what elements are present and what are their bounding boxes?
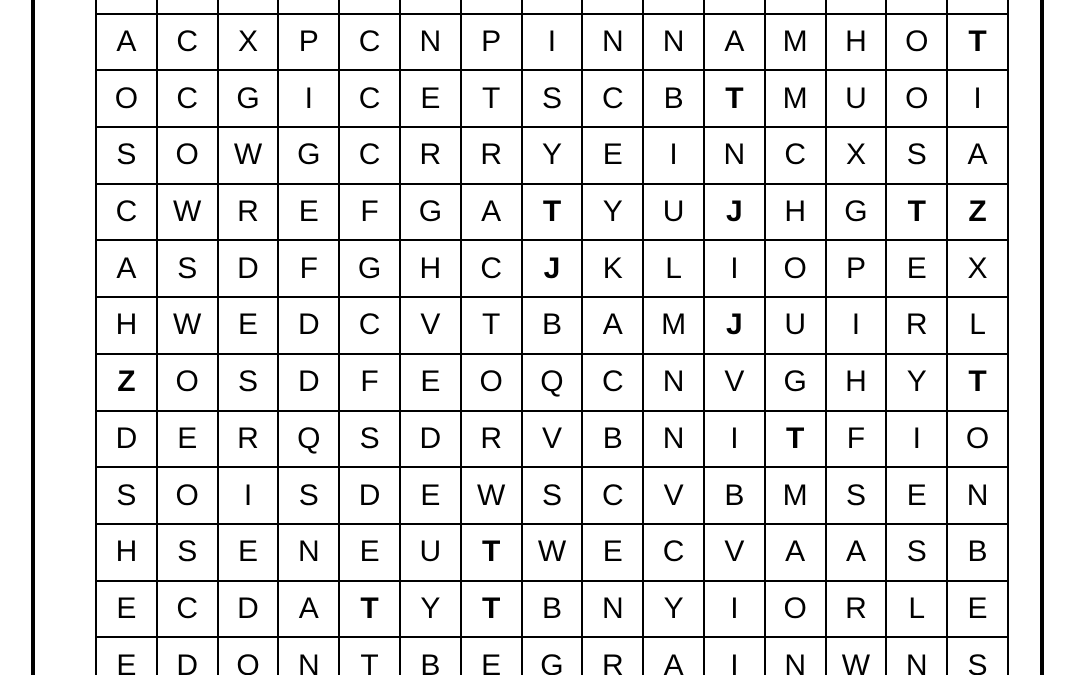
grid-cell: T: [704, 70, 765, 127]
grid-cell: M: [643, 297, 704, 354]
grid-cell: E: [886, 467, 947, 524]
grid-cell: P: [461, 14, 522, 71]
grid-cell: O: [765, 240, 826, 297]
grid-cell: I: [704, 637, 765, 675]
grid-cell: E: [218, 297, 279, 354]
grid-cell: [218, 0, 279, 14]
grid-cell: S: [157, 240, 218, 297]
grid-cell: A: [582, 297, 643, 354]
grid-cell: D: [157, 637, 218, 675]
grid-cell: I: [278, 70, 339, 127]
grid-cell: C: [157, 70, 218, 127]
grid-cell: U: [765, 297, 826, 354]
grid-cell: S: [157, 524, 218, 581]
grid-cell: M: [765, 70, 826, 127]
grid-cell: O: [886, 14, 947, 71]
grid-cell: I: [704, 411, 765, 468]
grid-cell: O: [157, 354, 218, 411]
grid-cell: P: [278, 14, 339, 71]
grid-cell: Z: [96, 354, 157, 411]
grid-cell: [96, 0, 157, 14]
grid-cell: J: [522, 240, 583, 297]
grid-cell: M: [765, 467, 826, 524]
grid-cell: E: [400, 467, 461, 524]
grid-cell: [339, 0, 400, 14]
grid-cell: Q: [522, 354, 583, 411]
grid-cell: G: [826, 184, 887, 241]
grid-cell: C: [643, 524, 704, 581]
grid-cell: S: [522, 467, 583, 524]
grid-cell: C: [96, 184, 157, 241]
grid-cell: X: [826, 127, 887, 184]
page-border-right: [1040, 0, 1044, 675]
grid-cell: O: [765, 581, 826, 638]
grid-cell: C: [461, 240, 522, 297]
grid-cell: W: [461, 467, 522, 524]
grid-cell: O: [947, 411, 1008, 468]
grid-cell: E: [886, 240, 947, 297]
grid-cell: S: [522, 70, 583, 127]
grid-cell: H: [826, 354, 887, 411]
grid-cell: [400, 0, 461, 14]
grid-cell: T: [339, 581, 400, 638]
grid-cell: D: [278, 297, 339, 354]
grid-cell: H: [826, 14, 887, 71]
grid-cell: T: [947, 354, 1008, 411]
grid-cell: E: [461, 637, 522, 675]
grid-cell: S: [826, 467, 887, 524]
grid-cell: T: [461, 70, 522, 127]
grid-cell: C: [339, 127, 400, 184]
grid-cell: [522, 0, 583, 14]
grid-cell: N: [886, 637, 947, 675]
grid-cell: E: [96, 581, 157, 638]
grid-cell: Y: [522, 127, 583, 184]
grid-cell: T: [461, 524, 522, 581]
grid-cell: E: [582, 524, 643, 581]
grid-cell: N: [400, 14, 461, 71]
grid-cell: S: [886, 127, 947, 184]
grid-cell: D: [278, 354, 339, 411]
grid-cell: C: [582, 354, 643, 411]
grid-cell: S: [339, 411, 400, 468]
grid-cell: F: [826, 411, 887, 468]
grid-cell: A: [96, 240, 157, 297]
grid-cell: R: [826, 581, 887, 638]
grid-cell: S: [218, 354, 279, 411]
grid-cell: W: [826, 637, 887, 675]
grid-cell: T: [765, 411, 826, 468]
grid-cell: [461, 0, 522, 14]
grid-cell: A: [704, 14, 765, 71]
grid-cell: I: [886, 411, 947, 468]
grid-cell: T: [461, 297, 522, 354]
grid-cell: E: [947, 581, 1008, 638]
grid-cell: N: [582, 581, 643, 638]
grid-cell: E: [278, 184, 339, 241]
grid-cell: V: [704, 524, 765, 581]
grid-cell: Y: [582, 184, 643, 241]
grid-cell: W: [218, 127, 279, 184]
grid-cell: B: [400, 637, 461, 675]
grid-cell: V: [400, 297, 461, 354]
grid-cell: B: [522, 581, 583, 638]
grid-cell: O: [886, 70, 947, 127]
grid-cell: N: [278, 637, 339, 675]
grid-cell: L: [886, 581, 947, 638]
grid-cell: I: [218, 467, 279, 524]
grid-cell: V: [643, 467, 704, 524]
grid-cell: E: [400, 354, 461, 411]
grid-cell: G: [765, 354, 826, 411]
grid-cell: D: [96, 411, 157, 468]
grid-cell: W: [157, 184, 218, 241]
grid-cell: A: [947, 127, 1008, 184]
grid-cell: S: [278, 467, 339, 524]
grid-cell: A: [765, 524, 826, 581]
grid-cell: C: [582, 467, 643, 524]
grid-cell: [704, 0, 765, 14]
grid-cell: G: [522, 637, 583, 675]
grid-cell: R: [400, 127, 461, 184]
grid-cell: S: [96, 127, 157, 184]
grid-cell: V: [522, 411, 583, 468]
grid-cell: I: [826, 297, 887, 354]
grid-cell: A: [278, 581, 339, 638]
grid-cell: [947, 0, 1008, 14]
grid-cell: B: [582, 411, 643, 468]
grid-cell: [582, 0, 643, 14]
grid-cell: [765, 0, 826, 14]
grid-cell: E: [339, 524, 400, 581]
grid-cell: O: [157, 467, 218, 524]
grid-cell: N: [278, 524, 339, 581]
grid-cell: S: [96, 467, 157, 524]
grid-cell: [886, 0, 947, 14]
grid-cell: X: [947, 240, 1008, 297]
grid-cell: U: [400, 524, 461, 581]
grid-cell: A: [643, 637, 704, 675]
grid-cell: P: [826, 240, 887, 297]
grid-cell: C: [339, 297, 400, 354]
grid-cell: Q: [278, 411, 339, 468]
grid-cell: H: [400, 240, 461, 297]
grid-cell: N: [704, 127, 765, 184]
grid-cell: W: [522, 524, 583, 581]
grid-cell: I: [704, 240, 765, 297]
grid-cell: G: [218, 70, 279, 127]
grid-cell: N: [643, 14, 704, 71]
grid-cell: F: [278, 240, 339, 297]
grid-cell: M: [765, 14, 826, 71]
grid-cell: N: [582, 14, 643, 71]
grid-cell: O: [218, 637, 279, 675]
grid-cell: B: [643, 70, 704, 127]
grid-cell: N: [643, 354, 704, 411]
grid-cell: I: [643, 127, 704, 184]
grid-cell: I: [522, 14, 583, 71]
grid-cell: E: [96, 637, 157, 675]
grid-cell: I: [704, 581, 765, 638]
grid-cell: T: [461, 581, 522, 638]
grid-cell: G: [278, 127, 339, 184]
grid-cell: [278, 0, 339, 14]
grid-cell: E: [218, 524, 279, 581]
grid-cell: O: [157, 127, 218, 184]
grid-cell: L: [947, 297, 1008, 354]
grid-cell: D: [339, 467, 400, 524]
grid-cell: C: [765, 127, 826, 184]
grid-cell: R: [886, 297, 947, 354]
grid-cell: [643, 0, 704, 14]
grid-cell: [826, 0, 887, 14]
grid-cell: E: [582, 127, 643, 184]
grid-cell: B: [704, 467, 765, 524]
grid-cell: G: [339, 240, 400, 297]
grid-cell: C: [582, 70, 643, 127]
grid-cell: B: [522, 297, 583, 354]
grid-cell: L: [643, 240, 704, 297]
grid-cell: R: [218, 184, 279, 241]
grid-cell: G: [400, 184, 461, 241]
grid-cell: H: [765, 184, 826, 241]
grid-cell: D: [218, 581, 279, 638]
grid-cell: Z: [947, 184, 1008, 241]
grid-cell: S: [947, 637, 1008, 675]
grid-cell: Y: [643, 581, 704, 638]
grid-cell: A: [461, 184, 522, 241]
grid-cell: D: [218, 240, 279, 297]
grid-cell: S: [886, 524, 947, 581]
grid-cell: H: [96, 524, 157, 581]
grid-cell: K: [582, 240, 643, 297]
grid-cell: O: [96, 70, 157, 127]
grid-cell: E: [157, 411, 218, 468]
page-border-left: [31, 0, 35, 675]
grid-cell: N: [947, 467, 1008, 524]
grid-cell: J: [704, 184, 765, 241]
grid-cell: D: [400, 411, 461, 468]
grid-cell: E: [400, 70, 461, 127]
word-search-grid: [95, 0, 1009, 675]
grid-cell: O: [461, 354, 522, 411]
grid-cell: C: [339, 70, 400, 127]
grid-cell: [157, 0, 218, 14]
grid-cell: C: [339, 14, 400, 71]
grid-cell: X: [218, 14, 279, 71]
grid-cell: H: [96, 297, 157, 354]
grid-cell: F: [339, 354, 400, 411]
grid-cell: T: [522, 184, 583, 241]
grid-cell: U: [643, 184, 704, 241]
grid-cell: R: [218, 411, 279, 468]
grid-cell: I: [947, 70, 1008, 127]
grid-cell: A: [826, 524, 887, 581]
grid-cell: J: [704, 297, 765, 354]
grid-cell: C: [157, 14, 218, 71]
grid-cell: Y: [886, 354, 947, 411]
grid-cell: B: [947, 524, 1008, 581]
grid-cell: T: [947, 14, 1008, 71]
grid-cell: W: [157, 297, 218, 354]
grid-cell: R: [461, 127, 522, 184]
grid-cell: T: [886, 184, 947, 241]
grid-cell: V: [704, 354, 765, 411]
grid-cell: U: [826, 70, 887, 127]
grid-cell: A: [96, 14, 157, 71]
grid-cell: R: [461, 411, 522, 468]
grid-cell: F: [339, 184, 400, 241]
grid-cell: N: [643, 411, 704, 468]
grid-cell: R: [582, 637, 643, 675]
grid-cell: T: [339, 637, 400, 675]
grid-cell: N: [765, 637, 826, 675]
grid-cell: Y: [400, 581, 461, 638]
grid-cell: C: [157, 581, 218, 638]
